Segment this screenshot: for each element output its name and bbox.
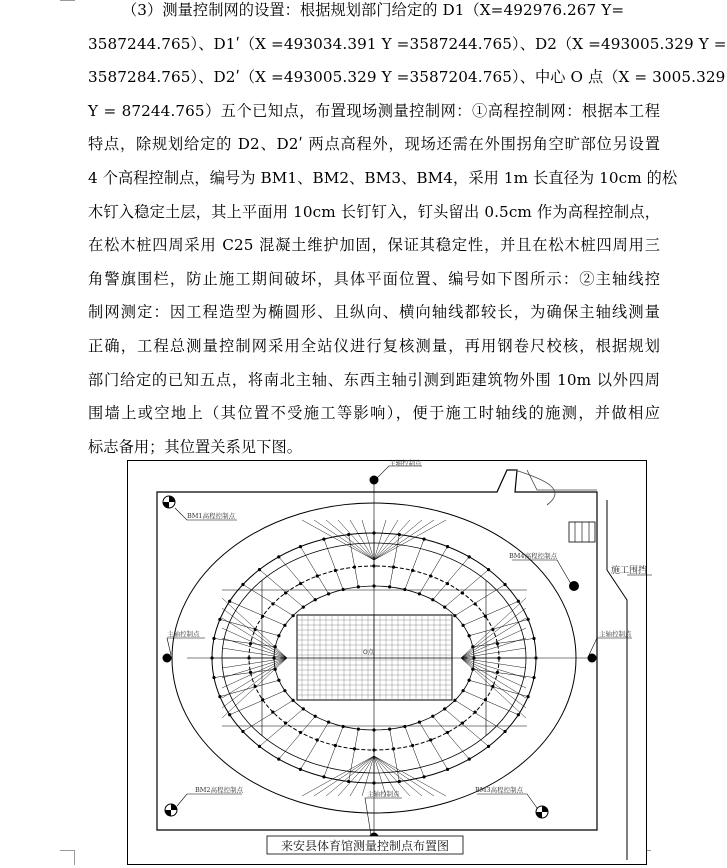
bm2-point bbox=[165, 804, 177, 816]
bm1-point bbox=[163, 496, 175, 508]
center-point-label: O点 bbox=[363, 649, 374, 656]
bm4-point bbox=[569, 581, 579, 591]
bm1-label: BM1高程控制点 bbox=[187, 512, 236, 520]
paragraph-line: 部门给定的已知五点，将南北主轴、东西主轴引测到距建筑物外围 10m 以外四周 bbox=[88, 370, 660, 389]
bm4-label: BM4高程控制点 bbox=[509, 552, 558, 560]
paragraph-line: 4 个高程控制点，编号为 BM1、BM2、BM3、BM4，采用 1m 长直径为 10cm 的松 bbox=[88, 168, 678, 187]
paragraph-line: 在松木桩四周采用 C25 混凝土维护加固，保证其稳定性，并且在松木桩四周用三 bbox=[88, 236, 660, 255]
paragraph-line: 3587244.765）、D1ʹ（X =493034.391 Y =3587244.765）、D2（X =493005.329 Y = bbox=[88, 34, 727, 53]
construction-fence-label: 施工围挡 bbox=[611, 566, 648, 576]
bm2-label: BM2高程控制点 bbox=[195, 786, 244, 794]
arena-floor bbox=[297, 615, 452, 700]
figure-caption: 来安县体育馆测量控制点布置图 bbox=[280, 839, 450, 853]
axis-top-label: 主轴控制点 bbox=[389, 459, 422, 467]
paragraph-line: Y = 87244.765）五个已知点，布置现场测量控制网：①高程控制网：根据本工程 bbox=[88, 101, 660, 120]
axis-bottom-label: 主轴控制点 bbox=[367, 790, 400, 798]
axis-point-left bbox=[163, 654, 172, 663]
paragraph-line: 木钉入稳定土层，其上平面用 10cm 长钉钉入，钉头留出 0.5cm 作为高程控制点， bbox=[88, 202, 660, 221]
paragraph-line: 围墙上或空地上（其位置不受施工等影响），便于施工时轴线的施测，并做相应 bbox=[88, 404, 660, 423]
page-corner-top-left bbox=[60, 0, 75, 1]
paragraph-line: 3587284.765）、D2ʹ（X =493005.329 Y =3587204.765）、中心 O 点（X = 3005.329 bbox=[88, 68, 726, 87]
paragraph-line: （3）测量控制网的设置：根据规划部门给定的 D1（X=492976.267 Y= bbox=[122, 1, 625, 19]
paragraph-line: 角警旗围栏，防止施工期间破坏，具体平面位置、编号如下图所示：②主轴线控 bbox=[88, 269, 660, 288]
paragraph-line: 制网测定：因工程造型为椭圆形、且纵向、横向轴线都较长，为确保主轴线测量 bbox=[88, 303, 660, 322]
axis-point-top bbox=[370, 476, 379, 485]
bm3-label: BM3高程控制点 bbox=[475, 786, 524, 794]
page-corner-bottom-left bbox=[60, 850, 75, 865]
site-plan-drawing bbox=[127, 460, 647, 866]
axis-right-label: 主轴控制点 bbox=[599, 630, 632, 638]
paragraph-line: 特点，除规划给定的 D2、D2ʹ 两点高程外，现场还需在外围拐角空旷部位另设置 bbox=[88, 135, 660, 154]
body-paragraph bbox=[88, 0, 727, 464]
paragraph-line: 标志备用；其位置关系见下图。 bbox=[88, 437, 303, 456]
bm3-point bbox=[536, 806, 548, 818]
paragraph-line: 正确，工程总测量控制网采用全站仪进行复核测量，再用钢卷尺校核，根据规划 bbox=[88, 336, 660, 355]
axis-left-label: 主轴控制点 bbox=[167, 630, 200, 638]
site-plan-figure bbox=[127, 460, 647, 866]
